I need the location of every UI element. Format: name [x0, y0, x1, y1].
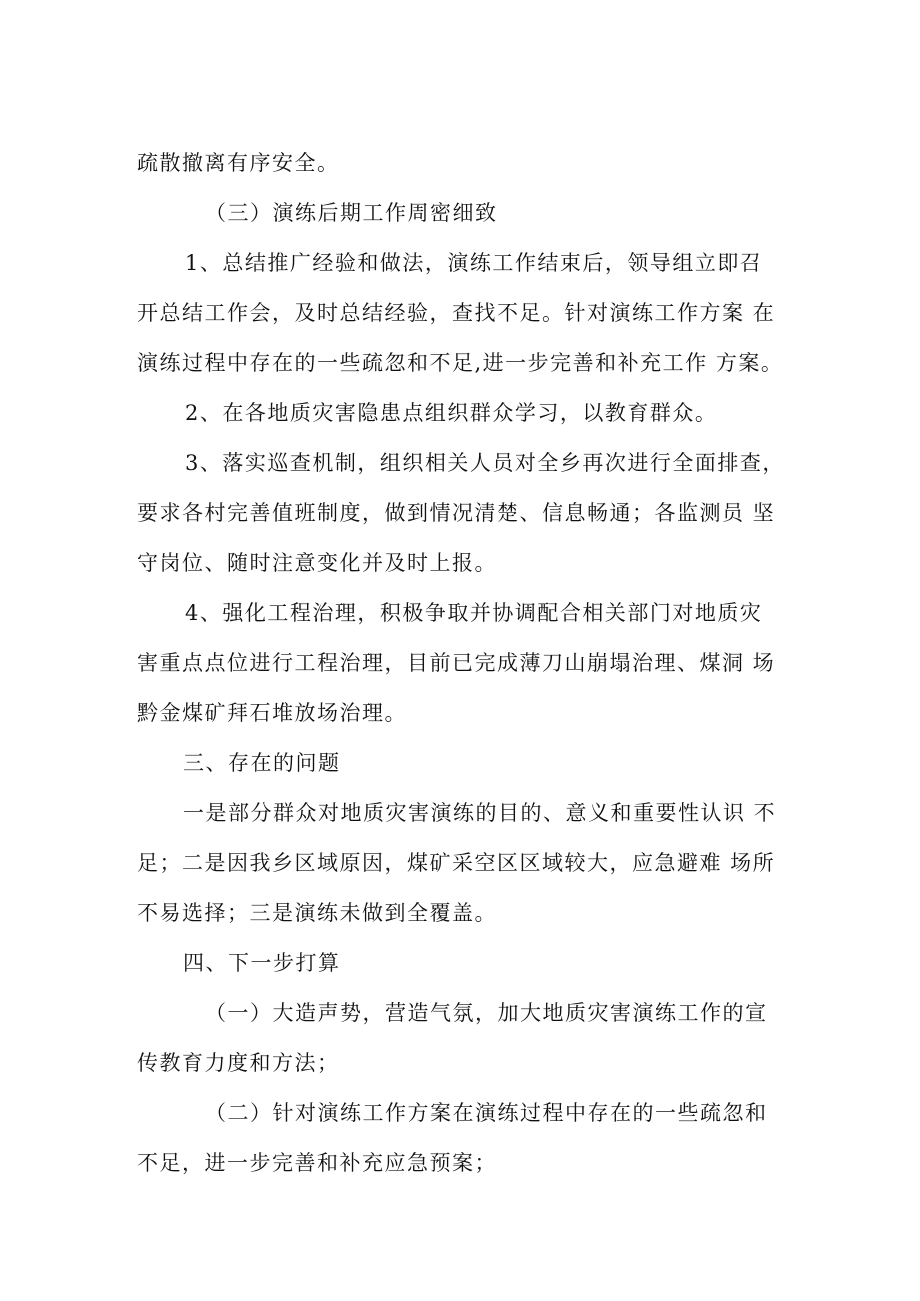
- text-line: 3、落实巡查机制，组织相关人员对全乡再次进行全面排查，: [185, 451, 785, 475]
- text-line: 4、强化工程治理，积极争取并协调配合相关部门对地质灾: [185, 601, 763, 625]
- document-body: [137, 152, 797, 1175]
- text-line: 一是部分群众对地质灾害演练的目的、意义和重要性认识 不: [183, 801, 777, 825]
- text-line: 守岗位、随时注意变化并及时上报。: [137, 551, 497, 575]
- text-line: 传教育力度和方法；: [137, 1051, 340, 1075]
- text-line: 黔金煤矿拜石堆放场治理。: [137, 701, 407, 725]
- section-heading: 三、存在的问题: [183, 751, 341, 775]
- section-heading: 四、下一步打算: [183, 951, 341, 975]
- text-line: 足；二是因我乡区域原因，煤矿采空区区域较大，应急避难 场所: [137, 851, 776, 875]
- text-line: 2、在各地质灾害隐患点组织群众学习，以教育群众。: [185, 401, 718, 425]
- text-line: 害重点点位进行工程治理，目前已完成薄刀山崩塌治理、煤洞 场: [137, 651, 776, 675]
- section-heading: （三）演练后期工作周密细致: [205, 201, 498, 225]
- text-line: 不足，进一步完善和补充应急预案；: [137, 1151, 497, 1175]
- text-line: 疏散撤离有序安全。: [137, 151, 340, 175]
- text-line: 开总结工作会，及时总结经验，查找不足。针对演练工作方案 在: [137, 301, 776, 325]
- text-line: 不易选择；三是演练未做到全覆盖。: [137, 901, 497, 925]
- text-line: 演练过程中存在的一些疏忽和不足,进一步完善和补充工作 方案。: [137, 351, 784, 375]
- text-line: 要求各村完善值班制度，做到情况清楚、信息畅通；各监测员 坚: [137, 501, 776, 525]
- text-line: （一）大造声势，营造气氛，加大地质灾害演练工作的宣: [205, 1001, 768, 1025]
- text-line: （二）针对演练工作方案在演练过程中存在的一些疏忽和: [205, 1101, 768, 1125]
- text-line: 1、总结推广经验和做法，演练工作结束后，领导组立即召: [185, 251, 763, 275]
